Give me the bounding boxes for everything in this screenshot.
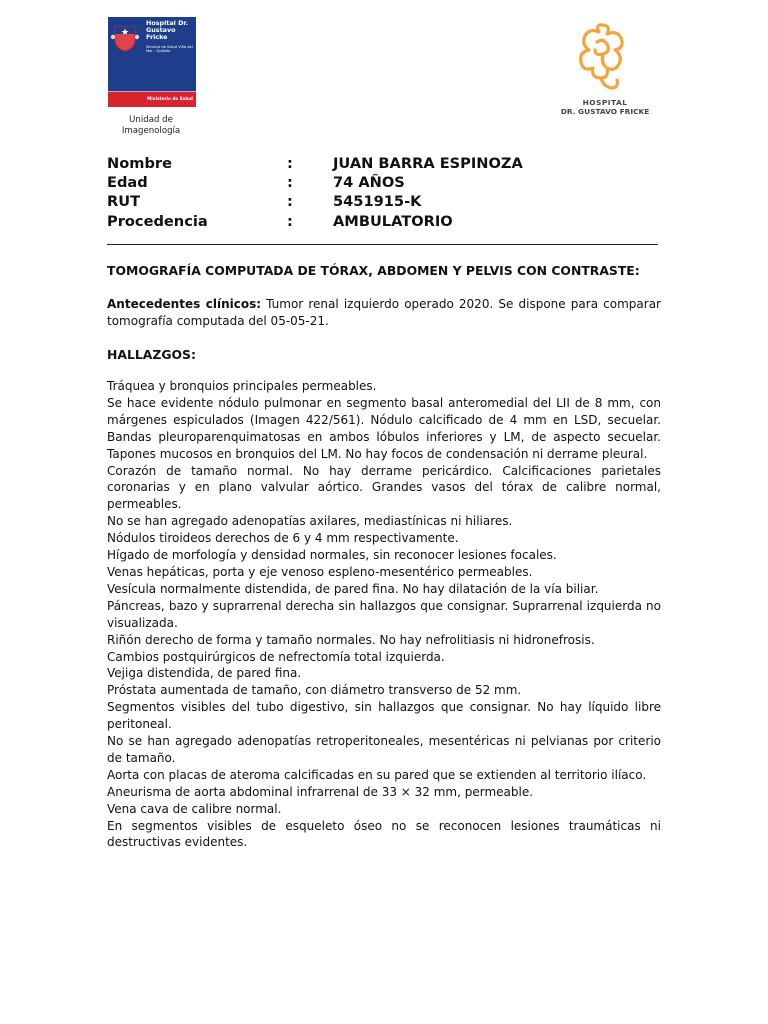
patient-info xyxy=(107,155,667,232)
left-logo-ministerio: Ministerio de Salud xyxy=(147,96,193,101)
patient-separator: : xyxy=(287,212,293,230)
patient-label: RUT xyxy=(107,193,141,211)
patient-label: Procedencia xyxy=(107,212,208,230)
patient-separator: : xyxy=(287,174,293,192)
patient-label: Nombre xyxy=(107,155,172,172)
patient-value: AMBULATORIO xyxy=(333,212,453,230)
finding-item: Hígado de morfología y densidad normales, sin reconocer lesiones focales. xyxy=(107,548,557,563)
patient-row-edad xyxy=(107,174,667,193)
chile-flag-emblem xyxy=(108,17,196,107)
finding-item: Vejiga distendida, de pared fina. xyxy=(107,666,302,681)
patient-row-procedencia xyxy=(107,213,667,232)
finding-item: Segmentos visibles del tubo digestivo, sin hallazgos que consignar. No hay líquido libre peritoneal. xyxy=(107,700,661,732)
patient-label: Edad xyxy=(107,174,148,192)
hospital-swirl-logo-icon xyxy=(573,22,635,96)
finding-item: Vena cava de calibre normal. xyxy=(107,801,282,816)
left-logo-hospital-name: Hospital Dr. Gustavo Fricke xyxy=(146,19,189,41)
finding-item: Tráquea y bronquios principales permeables. xyxy=(107,379,377,393)
patient-value: 5451915-K xyxy=(333,193,422,211)
finding-item: Venas hepáticas, porta y eje venoso espleno-mesentérico permeables. xyxy=(107,564,533,579)
coat-of-arms-icon xyxy=(110,21,140,53)
clinical-history-text: Tumor renal izquierdo operado 2020. Se dispone para comparar tomografía computada del 05-05-21. xyxy=(107,297,661,328)
finding-item: Aorta con placas de ateroma calcificadas en su pared que se extienden al territorio ilíaco. xyxy=(107,767,647,782)
patient-value: JUAN BARRA ESPINOZA xyxy=(333,155,523,172)
finding-item: Vesícula normalmente distendida, de pared fina. No hay dilatación de la vía biliar. xyxy=(107,581,599,596)
findings-list xyxy=(107,378,661,851)
clinical-history xyxy=(107,296,661,330)
finding-item: Corazón de tamaño normal. No hay derrame pericárdico. Calcificaciones parietales coronarias y en plano valvular aórtico. Grandes vasos del tórax de calibre normal, permeables. xyxy=(107,463,661,512)
unit-name: Unidad de Imagenología xyxy=(121,115,181,136)
finding-item: Riñón derecho de forma y tamaño normales. No hay nefrolitiasis ni hidronefrosis. xyxy=(107,632,595,647)
left-logo-subtext: Servicio de Salud Viña del Mar - Quillota xyxy=(146,45,193,54)
finding-item: Cambios postquirúrgicos de nefrectomía total izquierda. xyxy=(107,649,445,664)
hospital-logo-right xyxy=(545,22,665,122)
finding-item: Se hace evidente nódulo pulmonar en segmento basal anteromedial del LII de 8 mm, con márgenes espiculados (Imagen 422/561). Nódulo calcificado de 4 mm en LSD, secuelar. Bandas pleuroparenquimatosas en ambos lóbulos inferiores y LM, de aspecto secuelar. Tapones mucosos en bronquios del LM. No hay focos de condensación ni derrame pleural. xyxy=(107,395,661,461)
patient-separator: : xyxy=(287,193,293,211)
finding-item: No se han agregado adenopatías retroperitoneales, mesentéricas ni pelvianas por criterio de tamaño. xyxy=(107,734,661,765)
finding-item: En segmentos visibles de esqueleto óseo no se reconocen lesiones traumáticas ni destructivas evidentes. xyxy=(107,818,661,850)
patient-separator: : xyxy=(287,155,293,172)
patient-row-nombre xyxy=(107,155,667,174)
separator-line xyxy=(107,244,658,245)
finding-item: Páncreas, bazo y suprarrenal derecha sin hallazgos que consignar. Suprarrenal izquierda no visualizada. xyxy=(107,598,661,630)
right-logo-line1: HOSPITAL xyxy=(582,98,628,107)
patient-value: 74 AÑOS xyxy=(333,174,405,192)
finding-item: Nódulos tiroideos derechos de 6 y 4 mm respectivamente. xyxy=(107,531,459,546)
clinical-history-label: Antecedentes clínicos: xyxy=(107,297,262,311)
right-logo-line2: DR. GUSTAVO FRICKE xyxy=(560,107,650,116)
findings-heading: HALLAZGOS: xyxy=(107,347,196,362)
finding-item: Aneurisma de aorta abdominal infrarrenal de 33 × 32 mm, permeable. xyxy=(107,784,534,799)
report-title: TOMOGRAFÍA COMPUTADA DE TÓRAX, ABDOMEN Y PELVIS CON CONTRASTE: xyxy=(107,263,640,278)
hospital-logo-left xyxy=(108,17,196,107)
finding-item: Próstata aumentada de tamaño, con diámetro transverso de 52 mm. xyxy=(107,683,522,698)
patient-row-rut xyxy=(107,193,667,212)
finding-item: No se han agregado adenopatías axilares, mediastínicas ni hiliares. xyxy=(107,514,513,529)
